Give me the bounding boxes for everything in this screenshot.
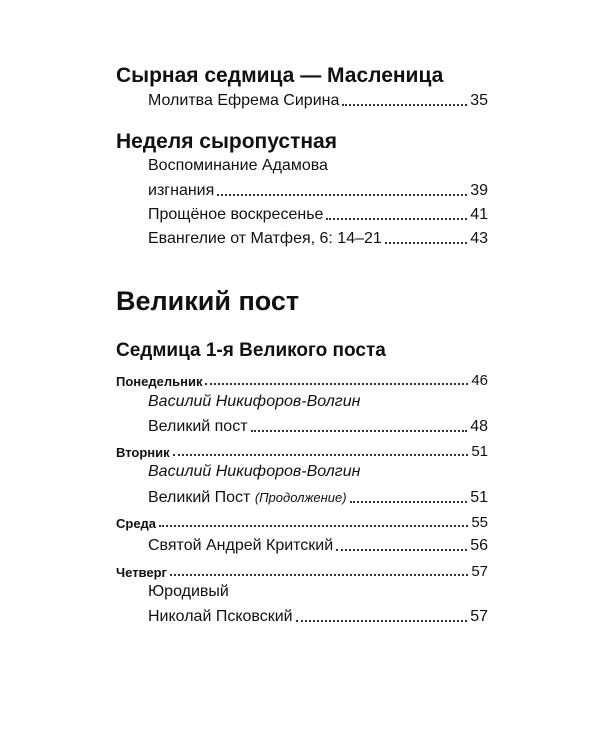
toc-page-number: 55 — [471, 514, 488, 531]
toc-page-number: 57 — [470, 608, 488, 625]
author-name: Василий Никифоров-Волгин — [148, 393, 361, 410]
dot-leader — [385, 241, 467, 244]
day-label: Четверг — [116, 565, 167, 580]
toc-day-thursday[interactable] — [116, 558, 488, 580]
week-title: Седмица 1-я Великого поста — [116, 340, 386, 361]
dot-leader — [350, 500, 468, 503]
day-label: Среда — [116, 516, 157, 531]
toc-page-number: 51 — [471, 443, 488, 460]
toc-entry-text: Николай Псковский — [148, 608, 293, 625]
toc-entry-text: Молитва Ефрема Сирина — [148, 92, 340, 109]
toc-page-number: 41 — [470, 206, 488, 223]
toc-page-number: 51 — [470, 489, 488, 506]
toc-entry[interactable] — [148, 226, 488, 248]
toc-entry-text: изгнания — [148, 182, 215, 199]
author-name: Василий Никифоров-Волгин — [148, 463, 361, 480]
dot-leader — [251, 429, 468, 432]
toc-entry-line: Воспоминание Адамова — [148, 157, 328, 174]
toc-entry[interactable] — [148, 604, 488, 626]
dot-leader — [205, 382, 468, 385]
toc-page-number: 57 — [471, 563, 488, 580]
day-label: Понедельник — [116, 374, 203, 389]
section-title-cheese-week: Сырная седмица — Масленица — [116, 64, 444, 87]
toc-entry[interactable] — [148, 88, 488, 110]
dot-leader — [173, 453, 469, 456]
toc-day-tuesday[interactable] — [116, 438, 488, 460]
toc-entry[interactable] — [148, 414, 488, 436]
toc-page-number: 39 — [470, 182, 488, 199]
toc-page-number: 35 — [470, 92, 488, 109]
toc-entry-title: Великий Пост — [148, 489, 251, 506]
section-title-forgiveness-sunday: Неделя сыропустная — [116, 130, 337, 153]
day-label: Вторник — [116, 445, 170, 460]
toc-entry-text — [148, 489, 347, 507]
toc-page-number: 56 — [470, 537, 488, 554]
toc-day-wednesday[interactable] — [116, 509, 488, 531]
toc-entry[interactable] — [148, 485, 488, 507]
toc-entry-text: Святой Андрей Критский — [148, 537, 334, 554]
dot-leader — [296, 619, 468, 622]
part-title: Великий пост — [116, 286, 300, 316]
dot-leader — [342, 103, 467, 106]
toc-entry-text: Великий пост — [148, 418, 248, 435]
dot-leader — [170, 573, 468, 576]
toc-entry[interactable] — [148, 202, 488, 224]
toc-entry-text: Евангелие от Матфея, 6: 14–21 — [148, 230, 382, 247]
toc-page-number: 46 — [471, 372, 488, 389]
toc-entry-line: Юродивый — [148, 583, 229, 600]
toc-page-number: 48 — [470, 418, 488, 435]
toc-page-number: 43 — [470, 230, 488, 247]
toc-entry-text: Прощёное воскресенье — [148, 206, 324, 223]
toc-day-monday[interactable] — [116, 367, 488, 389]
dot-leader — [326, 217, 467, 220]
toc-entry[interactable] — [148, 178, 488, 200]
toc-entry[interactable] — [148, 533, 488, 555]
dot-leader — [217, 193, 467, 196]
toc-entry-note: (Продолжение) — [254, 490, 347, 505]
dot-leader — [159, 524, 468, 527]
dot-leader — [336, 548, 467, 551]
